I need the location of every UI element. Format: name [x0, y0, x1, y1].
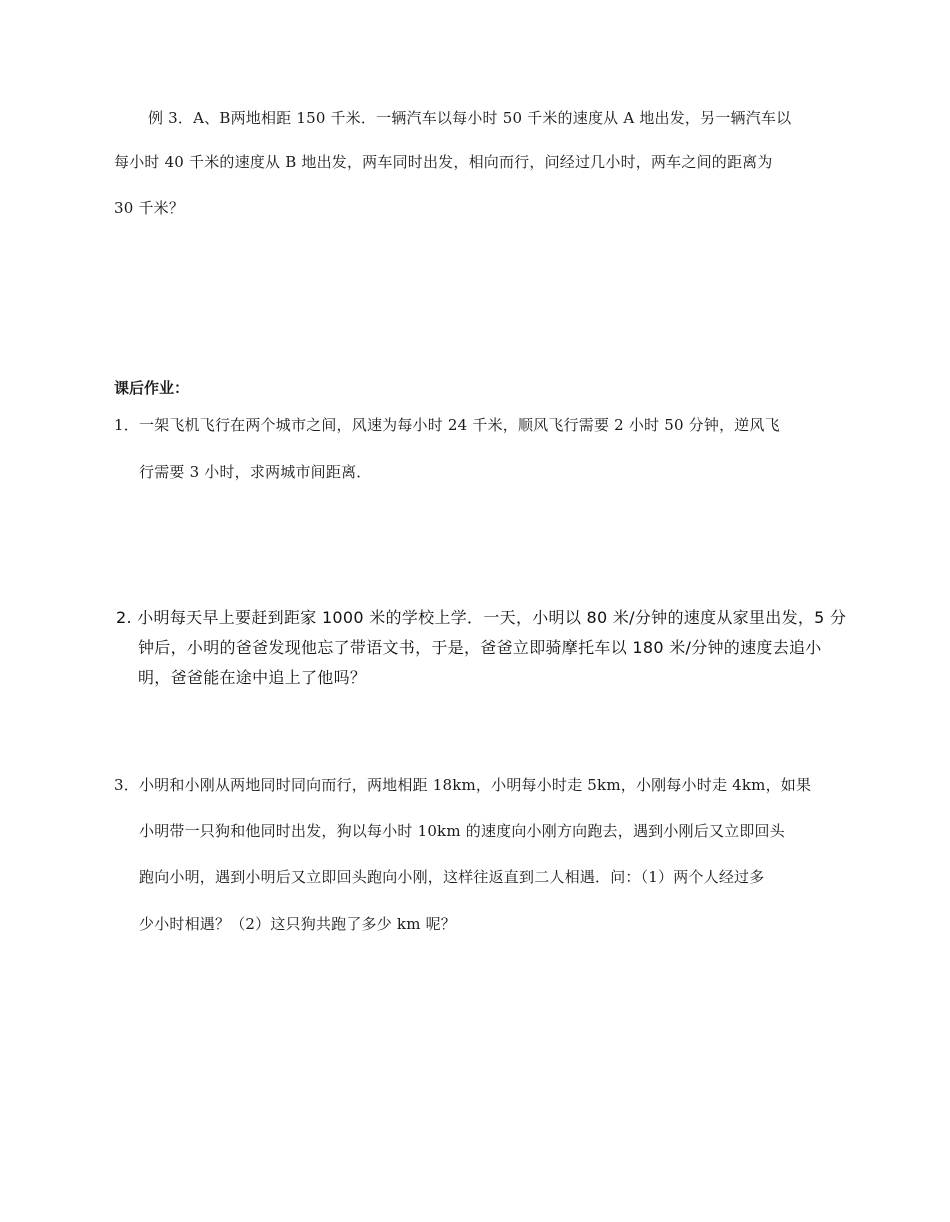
homework-heading: 课后作业：: [114, 379, 190, 397]
q3-line-3: 跑向小明，遇到小明后又立即回头跑向小刚，这样往返直到二人相遇．问：（1）两个人经过多: [139, 868, 765, 886]
q3-line-2: 小明带一只狗和他同时出发，狗以每小时 10km 的速度向小刚方向跑去，遇到小刚后又立即回头: [139, 822, 785, 840]
q3-line-4: 少小时相遇？（2）这只狗共跑了多少 km 呢？: [139, 915, 456, 933]
q1-line-2: 行需要 3 小时，求两城市间距离．: [139, 463, 372, 481]
q2-line-2: 钟后，小明的爸爸发现他忘了带语文书，于是，爸爸立即骑摩托车以 180 米/分钟的速度去追小: [138, 638, 822, 657]
q1-line-1: 1．一架飞机飞行在两个城市之间，风速为每小时 24 千米，顺风飞行需要 2 小时 50 分钟，逆风飞: [114, 416, 780, 434]
example3-line-3: 30 千米？: [114, 199, 185, 217]
example3-line-1: 例 3．A、B两地相距 150 千米．一辆汽车以每小时 50 千米的速度从 A 地出发，另一辆汽车以: [148, 109, 792, 127]
example3-line-2: 每小时 40 千米的速度从 B 地出发，两车同时出发，相向而行，问经过几小时，两车之间的距离为: [114, 153, 773, 171]
q2-line-1: 2. 小明每天早上要赶到距家 1000 米的学校上学．一天，小明以 80 米/分钟的速度从家里出发，5 分: [116, 608, 847, 627]
q3-line-1: 3．小明和小刚从两地同时同向而行，两地相距 18km，小明每小时走 5km，小刚每小时走 4km，如果: [114, 776, 812, 794]
q2-line-3: 明，爸爸能在途中追上了他吗？: [138, 668, 367, 687]
